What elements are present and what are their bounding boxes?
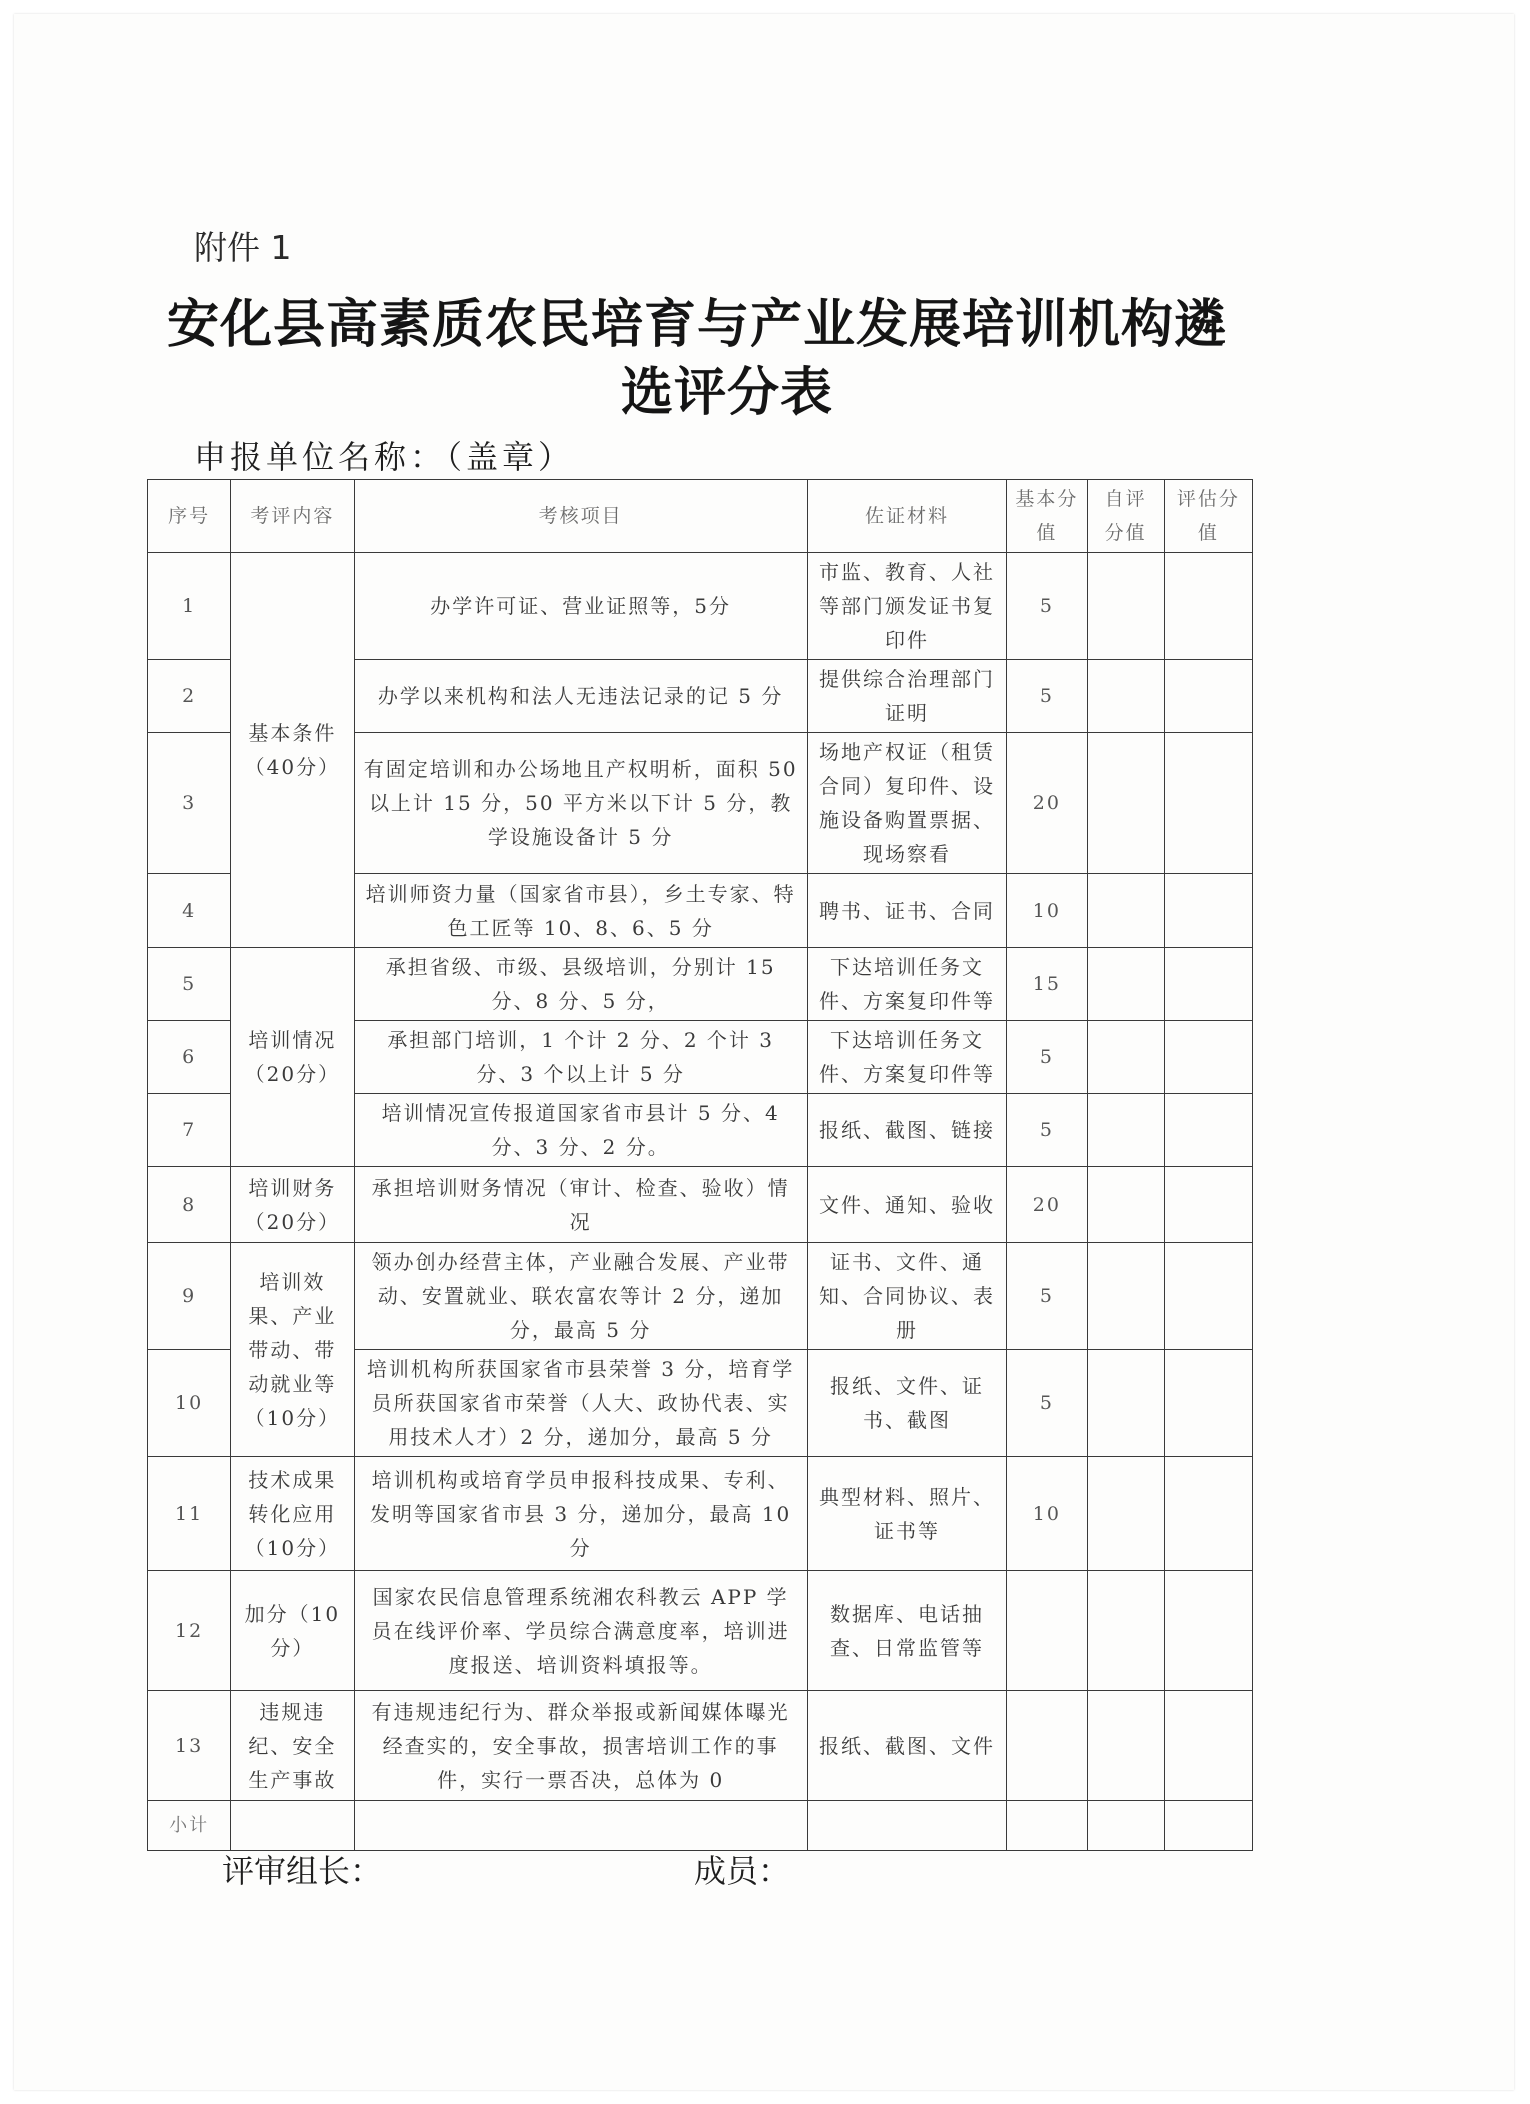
eval-score-cell[interactable] — [1164, 1243, 1252, 1350]
row-number: 8 — [148, 1167, 231, 1243]
subtotal-base-cell — [1007, 1801, 1087, 1851]
subtotal-empty-cell — [231, 1801, 354, 1851]
review-leader-label: 评审组长： — [222, 1852, 383, 1890]
evidence-cell: 下达培训任务文件、方案复印件等 — [807, 1021, 1007, 1094]
table-row — [148, 553, 1253, 660]
assessment-item: 办学许可证、营业证照等，5分 — [354, 553, 807, 660]
assessment-item: 办学以来机构和法人无违法记录的记 5 分 — [354, 660, 807, 733]
review-members-label: 成员： — [694, 1852, 791, 1890]
assessment-item: 承担部门培训，1 个计 2 分、2 个计 3 分、3 个以上计 5 分 — [354, 1021, 807, 1094]
category-cell: 技术成果转化应用（10分） — [231, 1457, 354, 1571]
base-score: 5 — [1007, 1350, 1087, 1457]
header-no: 序号 — [148, 480, 231, 553]
subtotal-label: 小计 — [148, 1801, 231, 1851]
self-score-cell[interactable] — [1087, 874, 1164, 948]
eval-score-cell[interactable] — [1164, 553, 1252, 660]
self-score-cell[interactable] — [1087, 1571, 1164, 1691]
base-score — [1007, 1691, 1087, 1801]
row-number: 13 — [148, 1691, 231, 1801]
header-base-score: 基本分值 — [1007, 480, 1087, 553]
subtotal-empty-cell — [354, 1801, 807, 1851]
assessment-item: 培训机构所获国家省市县荣誉 3 分，培育学员所获国家省市荣誉（人大、政协代表、实用技术人才）2 分，递加分，最高 5 分 — [354, 1350, 807, 1457]
row-number: 10 — [148, 1350, 231, 1457]
category-cell: 违规违纪、安全生产事故 — [231, 1691, 354, 1801]
table-row — [148, 1457, 1253, 1571]
category-cell: 培训财务（20分） — [231, 1167, 354, 1243]
evidence-cell: 提供综合治理部门证明 — [807, 660, 1007, 733]
scoring-table — [147, 479, 1253, 1851]
self-score-cell[interactable] — [1087, 1457, 1164, 1571]
evidence-cell: 数据库、电话抽查、日常监管等 — [807, 1571, 1007, 1691]
table-row — [148, 1167, 1253, 1243]
base-score: 10 — [1007, 874, 1087, 948]
assessment-item: 培训机构或培育学员申报科技成果、专利、发明等国家省市县 3 分，递加分，最高 10 分 — [354, 1457, 807, 1571]
table-row — [148, 1691, 1253, 1801]
row-number: 2 — [148, 660, 231, 733]
row-number: 5 — [148, 948, 231, 1021]
evidence-cell: 文件、通知、验收 — [807, 1167, 1007, 1243]
self-score-cell[interactable] — [1087, 733, 1164, 874]
evidence-cell: 报纸、文件、证书、截图 — [807, 1350, 1007, 1457]
table-row — [148, 1571, 1253, 1691]
assessment-item: 国家农民信息管理系统湘农科教云 APP 学员在线评价率、学员综合满意度率，培训进度报送、培训资料填报等。 — [354, 1571, 807, 1691]
subtotal-self-cell[interactable] — [1087, 1801, 1164, 1851]
header-evidence: 佐证材料 — [807, 480, 1007, 553]
subtotal-eval-cell[interactable] — [1164, 1801, 1252, 1851]
table-header-row — [148, 480, 1253, 553]
eval-score-cell[interactable] — [1164, 1571, 1252, 1691]
category-cell: 基本条件（40分） — [231, 553, 354, 948]
eval-score-cell[interactable] — [1164, 1457, 1252, 1571]
base-score: 5 — [1007, 660, 1087, 733]
subtotal-empty-cell — [807, 1801, 1007, 1851]
header-eval-score: 评估分值 — [1164, 480, 1252, 553]
self-score-cell[interactable] — [1087, 660, 1164, 733]
base-score: 5 — [1007, 1094, 1087, 1167]
self-score-cell[interactable] — [1087, 948, 1164, 1021]
assessment-item: 承担培训财务情况（审计、检查、验收）情况 — [354, 1167, 807, 1243]
assessment-item: 有固定培训和办公场地且产权明析，面积 50 以上计 15 分，50 平方米以下计 5 分，教学设施设备计 5 分 — [354, 733, 807, 874]
base-score: 20 — [1007, 733, 1087, 874]
table-row — [148, 948, 1253, 1021]
base-score: 10 — [1007, 1457, 1087, 1571]
evidence-cell: 报纸、截图、链接 — [807, 1094, 1007, 1167]
row-number: 1 — [148, 553, 231, 660]
assessment-item: 承担省级、市级、县级培训，分别计 15 分、8 分、5 分， — [354, 948, 807, 1021]
eval-score-cell[interactable] — [1164, 1350, 1252, 1457]
base-score: 15 — [1007, 948, 1087, 1021]
header-item: 考核项目 — [354, 480, 807, 553]
row-number: 3 — [148, 733, 231, 874]
base-score — [1007, 1571, 1087, 1691]
evidence-cell: 下达培训任务文件、方案复印件等 — [807, 948, 1007, 1021]
row-number: 12 — [148, 1571, 231, 1691]
row-number: 7 — [148, 1094, 231, 1167]
base-score: 5 — [1007, 1243, 1087, 1350]
base-score: 5 — [1007, 553, 1087, 660]
row-number: 9 — [148, 1243, 231, 1350]
applicant-unit-label: 申报单位名称：（盖章） — [194, 438, 575, 476]
category-cell: 培训情况（20分） — [231, 948, 354, 1167]
evidence-cell: 市监、教育、人社等部门颁发证书复印件 — [807, 553, 1007, 660]
evidence-cell: 报纸、截图、文件 — [807, 1691, 1007, 1801]
header-self-score: 自评分值 — [1087, 480, 1164, 553]
eval-score-cell[interactable] — [1164, 660, 1252, 733]
self-score-cell[interactable] — [1087, 1094, 1164, 1167]
assessment-item: 培训情况宣传报道国家省市县计 5 分、4 分、3 分、2 分。 — [354, 1094, 807, 1167]
assessment-item: 培训师资力量（国家省市县），乡土专家、特色工匠等 10、8、6、5 分 — [354, 874, 807, 948]
subtotal-row — [148, 1801, 1253, 1851]
evidence-cell: 聘书、证书、合同 — [807, 874, 1007, 948]
self-score-cell[interactable] — [1087, 1021, 1164, 1094]
eval-score-cell[interactable] — [1164, 874, 1252, 948]
table-row — [148, 1243, 1253, 1350]
base-score: 5 — [1007, 1021, 1087, 1094]
evidence-cell: 证书、文件、通知、合同协议、表册 — [807, 1243, 1007, 1350]
eval-score-cell[interactable] — [1164, 1167, 1252, 1243]
category-cell: 加分（10分） — [231, 1571, 354, 1691]
row-number: 11 — [148, 1457, 231, 1571]
evidence-cell: 场地产权证（租赁合同）复印件、设施设备购置票据、现场察看 — [807, 733, 1007, 874]
assessment-item: 有违规违纪行为、群众举报或新闻媒体曝光经查实的，安全事故，损害培训工作的事件，实行一票否决，总体为 0 — [354, 1691, 807, 1801]
base-score: 20 — [1007, 1167, 1087, 1243]
category-cell: 培训效果、产业带动、带动就业等（10分） — [231, 1243, 354, 1457]
eval-score-cell[interactable] — [1164, 948, 1252, 1021]
eval-score-cell[interactable] — [1164, 1094, 1252, 1167]
eval-score-cell[interactable] — [1164, 1021, 1252, 1094]
self-score-cell[interactable] — [1087, 1167, 1164, 1243]
assessment-item: 领办创办经营主体，产业融合发展、产业带动、安置就业、联农富农等计 2 分，递加分，最高 5 分 — [354, 1243, 807, 1350]
document-title-line2: 选评分表 — [620, 362, 833, 423]
row-number: 4 — [148, 874, 231, 948]
row-number: 6 — [148, 1021, 231, 1094]
eval-score-cell[interactable] — [1164, 1691, 1252, 1801]
document-title-line1: 安化县高素质农民培育与产业发展培训机构遴 — [166, 294, 1227, 355]
eval-score-cell[interactable] — [1164, 733, 1252, 874]
header-category: 考评内容 — [231, 480, 354, 553]
attachment-label: 附件 1 — [194, 228, 292, 267]
self-score-cell[interactable] — [1087, 553, 1164, 660]
self-score-cell[interactable] — [1087, 1243, 1164, 1350]
self-score-cell[interactable] — [1087, 1350, 1164, 1457]
self-score-cell[interactable] — [1087, 1691, 1164, 1801]
evidence-cell: 典型材料、照片、证书等 — [807, 1457, 1007, 1571]
